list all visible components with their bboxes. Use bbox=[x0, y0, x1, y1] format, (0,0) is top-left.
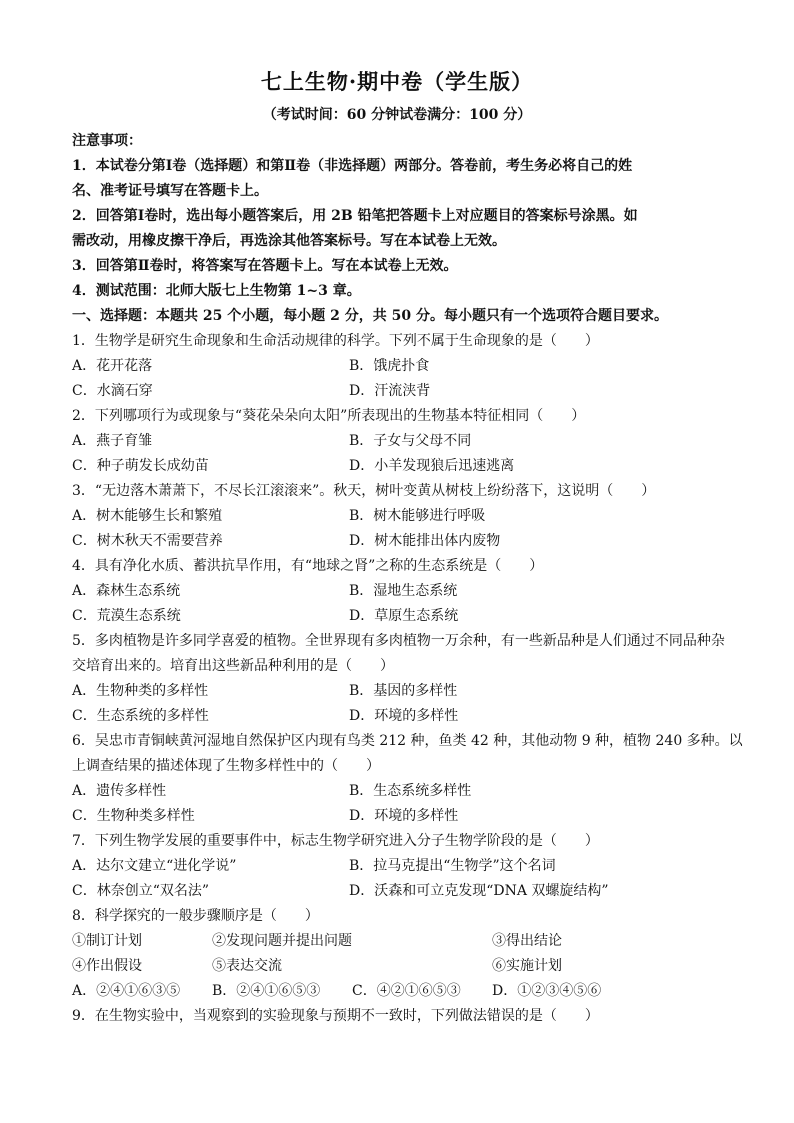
step-item: ④作出假设 bbox=[72, 958, 142, 974]
option-c: C．荒漠生态系统 bbox=[72, 608, 181, 624]
question-stem: 5．多肉植物是许多同学喜爱的植物。全世界现有多肉植物一万余种，有一些新品种是人们通过不同品种杂 bbox=[72, 633, 725, 649]
option-a: A．花开花落 bbox=[72, 358, 153, 374]
option-d: D．环境的多样性 bbox=[349, 808, 459, 824]
option-b: B．树木能够进行呼吸 bbox=[349, 508, 486, 524]
option-d: D．树木能排出体内废物 bbox=[349, 533, 501, 549]
option-a: A．②④①⑥③⑤ bbox=[72, 983, 181, 999]
option-a: A．树木能够生长和繁殖 bbox=[72, 508, 223, 524]
option-a: A．生物种类的多样性 bbox=[72, 683, 209, 699]
question-stem: 6．吴忠市青铜峡黄河湿地自然保护区内现有鸟类 212 种，鱼类 42 种，其他动物 9 种，植物 240 多种。以 bbox=[72, 733, 743, 749]
question-stem-cont: 交培育出来的。培育出这些新品种利用的是（ ） bbox=[72, 658, 394, 674]
option-b: B．子女与父母不同 bbox=[349, 433, 472, 449]
notice-item: 4．测试范围：北师大版七上生物第 1~3 章。 bbox=[72, 283, 361, 299]
option-d: D．环境的多样性 bbox=[349, 708, 459, 724]
option-b: B．湿地生态系统 bbox=[349, 583, 458, 599]
option-d: D．沃森和可立克发现“DNA 双螺旋结构” bbox=[349, 883, 609, 899]
option-a: A．森林生态系统 bbox=[72, 583, 181, 599]
question-stem: 7．下列生物学发展的重要事件中，标志生物学研究进入分子生物学阶段的是（ ） bbox=[72, 833, 599, 849]
step-item: ⑤表达交流 bbox=[212, 958, 282, 974]
option-b: B．饿虎扑食 bbox=[349, 358, 430, 374]
section-heading: 一、选择题：本题共 25 个小题，每小题 2 分，共 50 分。每小题只有一个选项符合题目要求。 bbox=[72, 308, 668, 324]
option-d: D．草原生态系统 bbox=[349, 608, 459, 624]
option-a: A．燕子育雏 bbox=[72, 433, 153, 449]
option-d: D．小羊发现狼后迅速逃离 bbox=[349, 458, 515, 474]
option-b: B．生态系统多样性 bbox=[349, 783, 472, 799]
option-c: C．林奈创立“双名法” bbox=[72, 883, 210, 899]
notice-item: 1．本试卷分第Ⅰ卷（选择题）和第Ⅱ卷（非选择题）两部分。答卷前，考生务必将自己的姓 bbox=[72, 158, 633, 174]
page-title: 七上生物·期中卷（学生版） bbox=[260, 69, 534, 94]
notice-item: 需改动，用橡皮擦干净后，再选涂其他答案标号。写在本试卷上无效。 bbox=[72, 233, 506, 249]
option-c: C．生物种类多样性 bbox=[72, 808, 195, 824]
question-stem: 9．在生物实验中，当观察到的实验现象与预期不一致时，下列做法错误的是（ ） bbox=[72, 1008, 599, 1024]
option-c: C．生态系统的多样性 bbox=[72, 708, 209, 724]
option-d: D．汗流浃背 bbox=[349, 383, 431, 399]
option-c: C．种子萌发长成幼苗 bbox=[72, 458, 209, 474]
option-c: C．④②①⑥⑤③ bbox=[352, 983, 461, 999]
option-d: D．①②③④⑤⑥ bbox=[492, 983, 602, 999]
notice-item: 2．回答第Ⅰ卷时，选出每小题答案后，用 2B 铅笔把答题卡上对应题目的答案标号涂黑。如 bbox=[72, 208, 638, 224]
notice-item: 名、准考证号填写在答题卡上。 bbox=[72, 183, 268, 199]
question-stem: 4．具有净化水质、蓄洪抗旱作用，有“地球之肾”之称的生态系统是（ ） bbox=[72, 558, 544, 574]
question-stem: 2．下列哪项行为或现象与“葵花朵朵向太阳”所表现出的生物基本特征相同（ ） bbox=[72, 408, 586, 424]
option-c: C．树木秋天不需要营养 bbox=[72, 533, 223, 549]
step-item: ③得出结论 bbox=[492, 933, 562, 949]
question-stem: 8．科学探究的一般步骤顺序是（ ） bbox=[72, 908, 319, 924]
question-stem-cont: 上调查结果的描述体现了生物多样性中的（ ） bbox=[72, 758, 380, 774]
question-stem: 1．生物学是研究生命现象和生命活动规律的科学。下列不属于生命现象的是（ ） bbox=[72, 333, 599, 349]
step-item: ①制订计划 bbox=[72, 933, 142, 949]
option-b: B．拉马克提出“生物学”这个名词 bbox=[349, 858, 556, 874]
exam-info: （考试时间：60 分钟试卷满分：100 分） bbox=[262, 107, 532, 123]
step-item: ⑥实施计划 bbox=[492, 958, 562, 974]
option-a: A．达尔文建立“进化学说” bbox=[72, 858, 237, 874]
step-item: ②发现问题并提出问题 bbox=[212, 933, 352, 949]
option-b: B．基因的多样性 bbox=[349, 683, 458, 699]
notice-item: 3．回答第Ⅱ卷时，将答案写在答题卡上。写在本试卷上无效。 bbox=[72, 258, 458, 274]
option-c: C．水滴石穿 bbox=[72, 383, 153, 399]
option-a: A．遗传多样性 bbox=[72, 783, 167, 799]
notice-heading: 注意事项： bbox=[72, 133, 142, 149]
option-b: B．②④①⑥⑤③ bbox=[212, 983, 321, 999]
question-stem: 3．“无边落木萧萧下，不尽长江滚滚来”。秋天，树叶变黄从树枝上纷纷落下，这说明（ ） bbox=[72, 483, 656, 499]
